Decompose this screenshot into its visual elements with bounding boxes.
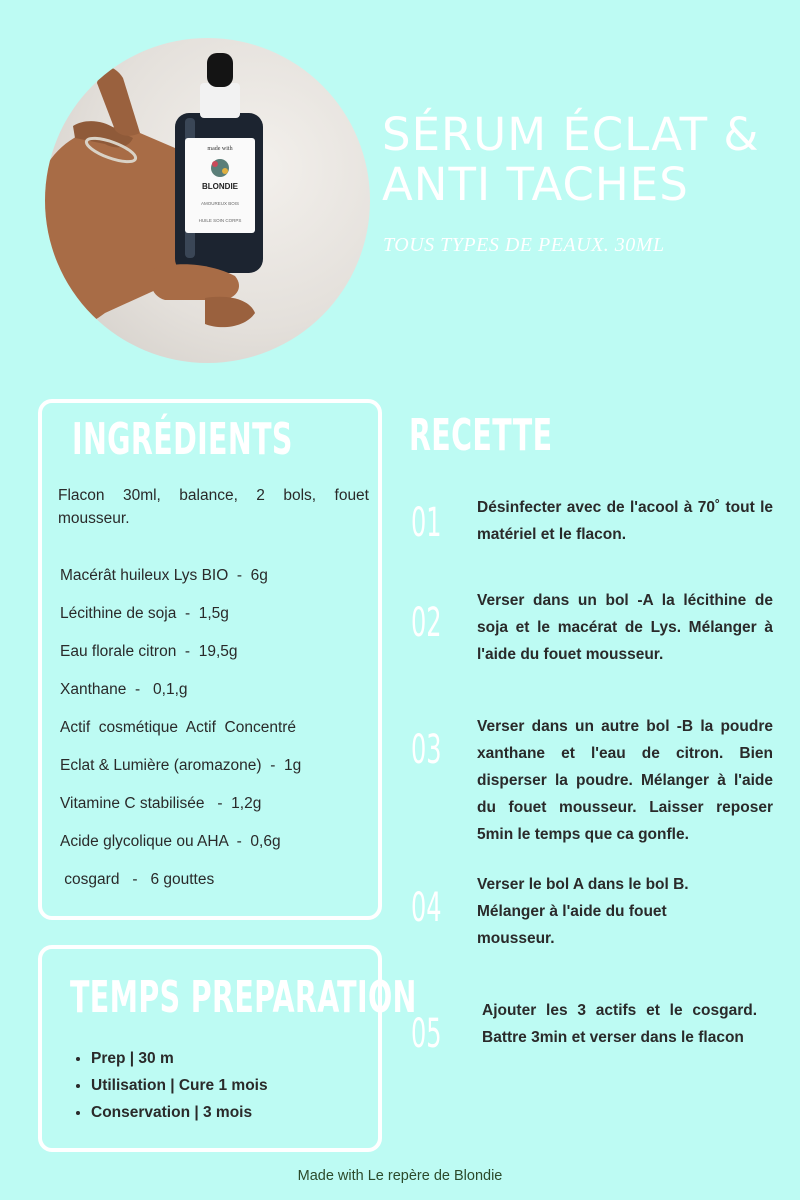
ingredient-item: Eau florale citron - 19,5g [60, 643, 238, 660]
label-bottom-text: HUILE SOIN CORPS [198, 218, 242, 223]
step-text: Verser le bol A dans le bol B. Mélanger à l'aide du fouet mousseur. [477, 876, 689, 947]
product-title [382, 110, 792, 210]
ingredient-item: Lécithine de soja - 1,5g [60, 605, 229, 622]
ingredient-item: Eclat & Lumière (aromazone) - 1g [60, 757, 302, 774]
step-text: Ajouter les 3 actifs et le cosgard. Battre 3min et verser dans le flacon [482, 1002, 757, 1046]
step-number: 02 [411, 600, 442, 646]
product-photo [45, 38, 370, 363]
temps-item-utilisation: • Utilisation | Cure 1 mois [91, 1072, 268, 1099]
step-number: 03 [411, 727, 442, 773]
hand-holding-bottle-illustration [45, 38, 370, 363]
label-mid-text: AMOUREUX BOIS [200, 201, 240, 206]
product-subtitle: TOUS TYPES DE PEAUX. 30ML [383, 234, 665, 256]
ingredients-intro: Flacon 30ml, balance, 2 bols, fouet mousseur. [58, 487, 369, 527]
ingredient-item: Vitamine C stabilisée - 1,2g [60, 795, 262, 812]
temps-item-prep: • Prep | 30 m [91, 1045, 268, 1072]
step-text: Verser dans un autre bol -B la poudre xanthane et l'eau de citron. Bien disperser la poudre. Mélanger à l'aide du fouet mousseur. Laisser reposer 5min le temps que ca gonfle. [477, 718, 773, 843]
step-text: Verser dans un bol -A la lécithine de soja et le macérat de Lys. Mélanger à l'aide du fouet mousseur. [477, 592, 773, 663]
ingredient-item: cosgard - 6 gouttes [60, 871, 215, 888]
label-brand-text: BLONDIE [202, 182, 238, 191]
product-title-line2: ANTI TACHES [382, 158, 689, 211]
product-title-line1: SÉRUM ÉCLAT & [382, 108, 760, 161]
ingredient-item: Actif cosmétique Actif Concentré [60, 719, 297, 736]
ingredient-item: Xanthane - 0,1,g [60, 681, 188, 698]
label-top-text: made with [207, 146, 233, 152]
ingredient-item: Macérât huileux Lys BIO - 6g [60, 567, 268, 584]
step-number: 04 [411, 885, 442, 931]
footer-credit: Made with Le repère de Blondie [297, 1168, 503, 1184]
step-number: 05 [411, 1011, 442, 1057]
ingredients-heading: INGRÉDIENTS [72, 414, 293, 465]
temps-heading: TEMPS PREPARATION [70, 972, 417, 1023]
temps-item-conservation: • Conservation | 3 mois [91, 1099, 268, 1126]
temps-list [70, 1045, 268, 1126]
step-number: 01 [411, 500, 442, 546]
recette-heading: RECETTE [409, 410, 553, 461]
step-text: Désinfecter avec de l'acool à 70˚ tout le matériel et le flacon. [477, 499, 773, 543]
ingredients-list [60, 565, 365, 907]
ingredient-item: Acide glycolique ou AHA - 0,6g [60, 833, 281, 850]
